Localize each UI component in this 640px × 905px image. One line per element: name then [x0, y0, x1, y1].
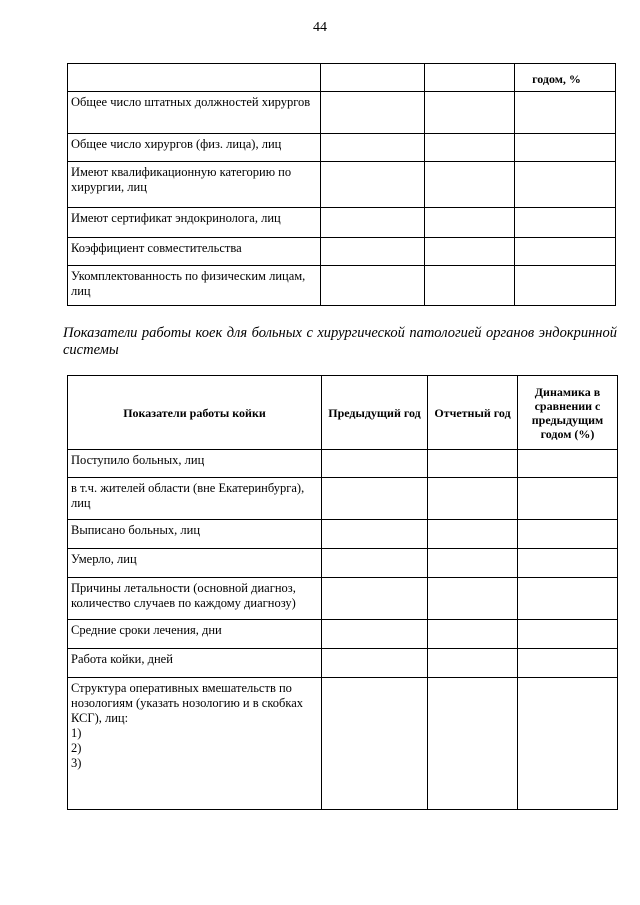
beds-table — [67, 375, 618, 810]
cell-dynamics — [515, 266, 616, 306]
row-label: в т.ч. жителей области (вне Екатеринбурга), лиц — [68, 478, 322, 520]
table-row — [68, 134, 616, 162]
cell-current — [428, 478, 518, 520]
table-row — [68, 450, 618, 478]
row-label: Работа койки, дней — [68, 649, 322, 678]
row-label: Средние сроки лечения, дни — [68, 620, 322, 649]
table-row — [68, 208, 616, 238]
cell-prev — [322, 520, 428, 549]
table-row — [68, 266, 616, 306]
staff-header-cell-4: годом, % — [515, 64, 616, 92]
table-row — [68, 649, 618, 678]
cell-prev — [321, 208, 425, 238]
header-indicators: Показатели работы койки — [68, 376, 322, 450]
cell-prev — [321, 238, 425, 266]
cell-current — [425, 238, 515, 266]
header-dynamics: Динамика в сравнении с предыдущим годом (%) — [518, 376, 618, 450]
cell-dynamics — [515, 208, 616, 238]
cell-current — [425, 266, 515, 306]
cell-prev — [321, 134, 425, 162]
row-label: Выписано больных, лиц — [68, 520, 322, 549]
table-row — [68, 478, 618, 520]
cell-current — [425, 92, 515, 134]
row-label: Структура оперативных вмешательств по нозологиям (указать нозологию и в скобках КСГ), лиц: 1) 2) 3) — [68, 678, 322, 810]
cell-dynamics — [518, 649, 618, 678]
cell-current — [428, 678, 518, 810]
row-label: Общее число штатных должностей хирургов — [68, 92, 321, 134]
row-label: Поступило больных, лиц — [68, 450, 322, 478]
cell-dynamics — [518, 578, 618, 620]
staff-table — [67, 63, 616, 306]
cell-current — [428, 450, 518, 478]
staff-header-cell-1 — [68, 64, 321, 92]
cell-dynamics — [518, 549, 618, 578]
cell-dynamics — [515, 134, 616, 162]
page-number: 44 — [313, 20, 327, 35]
row-label: Умерло, лиц — [68, 549, 322, 578]
cell-current — [425, 208, 515, 238]
cell-dynamics — [515, 162, 616, 208]
cell-current — [428, 520, 518, 549]
cell-prev — [322, 678, 428, 810]
staff-header-cell-2 — [321, 64, 425, 92]
cell-dynamics — [518, 520, 618, 549]
cell-prev — [321, 92, 425, 134]
cell-current — [425, 162, 515, 208]
beds-table-header-row — [68, 376, 618, 450]
table-row — [68, 238, 616, 266]
cell-prev — [322, 549, 428, 578]
staff-table-header-row — [68, 64, 616, 92]
cell-current — [428, 620, 518, 649]
cell-dynamics — [518, 478, 618, 520]
table-row — [68, 578, 618, 620]
cell-dynamics — [518, 678, 618, 810]
table-row — [68, 162, 616, 208]
row-label: Имеют сертификат эндокринолога, лиц — [68, 208, 321, 238]
table-row — [68, 92, 616, 134]
cell-dynamics — [515, 92, 616, 134]
cell-dynamics — [518, 450, 618, 478]
section-caption: Показатели работы коек для больных с хирургической патологией органов эндокринной системы — [63, 325, 617, 358]
row-label: Укомплектованность по физическим лицам, лиц — [68, 266, 321, 306]
table-row — [68, 620, 618, 649]
table-row — [68, 549, 618, 578]
cell-dynamics — [518, 620, 618, 649]
row-label: Причины летальности (основной диагноз, количество случаев по каждому диагнозу) — [68, 578, 322, 620]
cell-current — [428, 649, 518, 678]
cell-prev — [321, 266, 425, 306]
row-label: Коэффициент совместительства — [68, 238, 321, 266]
row-label: Общее число хирургов (физ. лица), лиц — [68, 134, 321, 162]
cell-current — [428, 549, 518, 578]
cell-prev — [322, 649, 428, 678]
cell-prev — [322, 578, 428, 620]
header-previous-year: Предыдущий год — [322, 376, 428, 450]
staff-header-cell-3 — [425, 64, 515, 92]
cell-prev — [322, 620, 428, 649]
table-row — [68, 520, 618, 549]
cell-current — [425, 134, 515, 162]
cell-prev — [322, 450, 428, 478]
cell-dynamics — [515, 238, 616, 266]
cell-prev — [322, 478, 428, 520]
table-row — [68, 678, 618, 810]
cell-current — [428, 578, 518, 620]
header-reporting-year: Отчетный год — [428, 376, 518, 450]
row-label: Имеют квалификационную категорию по хирургии, лиц — [68, 162, 321, 208]
cell-prev — [321, 162, 425, 208]
